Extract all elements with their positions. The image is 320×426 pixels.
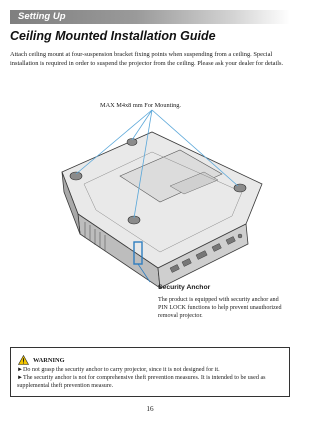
mount-screw-callout: MAX M4x8 mm For Mounting. bbox=[100, 102, 181, 109]
section-header-bar bbox=[10, 10, 290, 24]
page-title: Ceiling Mounted Installation Guide bbox=[10, 29, 216, 43]
warning-box bbox=[10, 347, 290, 397]
mount-point-front-left bbox=[70, 172, 82, 180]
page-number: 16 bbox=[146, 405, 154, 413]
warning-item: ►The security anchor is not for comprehensive theft prevention measures. It is intended to be used as supplemental theft prevention measure. bbox=[17, 375, 266, 389]
intro-paragraph: Attach ceiling mount at four-suspension bracket fixing points when suspending from a ceiling. Special installation is required in order to suspend the projector from the ceiling. Please ask your dealer for details. bbox=[10, 51, 284, 67]
section-label: Setting Up bbox=[18, 11, 66, 22]
security-anchor-description: The product is equipped with security anchor and PIN LOCK functions to help prevent unauthorized removal projector. bbox=[158, 297, 282, 320]
warning-label: WARNING bbox=[33, 357, 65, 364]
security-anchor-title: Security Anchor bbox=[158, 284, 211, 291]
warning-item: ►Do not grasp the security anchor to carry projector, since it is not designed for it. bbox=[17, 367, 220, 373]
mount-point-rear-right bbox=[234, 184, 246, 192]
